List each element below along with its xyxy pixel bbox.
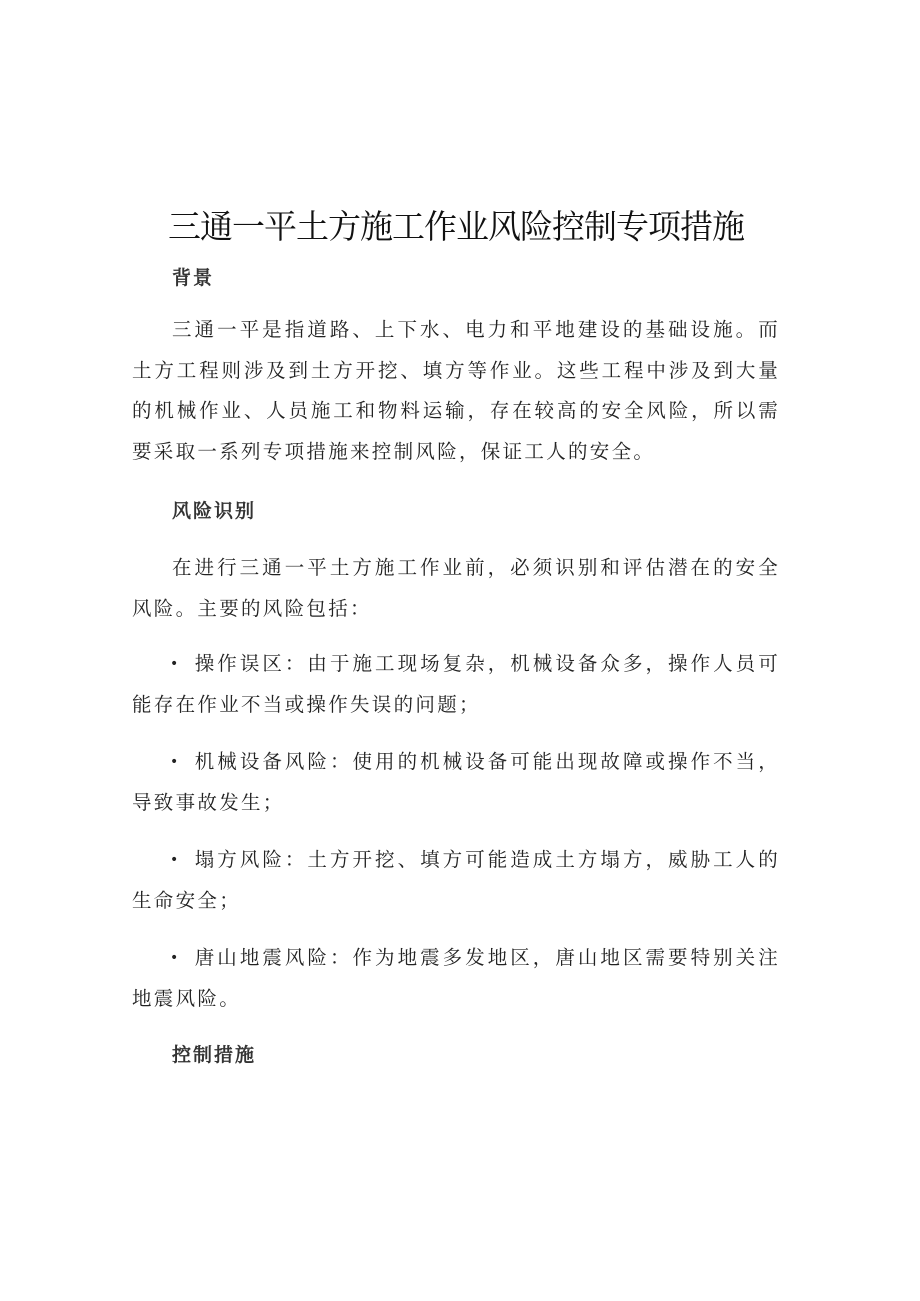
bullet-icon: • [170, 852, 179, 869]
section-heading-background: 背景 [172, 267, 215, 289]
section-heading-control-measures: 控制措施 [172, 1044, 257, 1066]
section-heading-risk-identification: 风险识别 [172, 500, 257, 522]
document-title: 三通一平土方施工作业风险控制专项措施 [168, 207, 744, 246]
risk-list-item [132, 840, 780, 921]
risk-list-item-text: 唐山地震风险：作为地震多发地区，唐山地区需要特别关注地震风险。 [132, 946, 780, 1010]
risk-intro-paragraph: 在进行三通一平土方施工作业前，必须识别和评估潜在的安全风险。主要的风险包括： [132, 556, 780, 620]
bullet-icon: • [170, 656, 179, 673]
background-paragraph: 三通一平是指道路、上下水、电力和平地建设的基础设施。而土方工程则涉及到土方开挖、填方等作业。这些工程中涉及到大量的机械作业、人员施工和物料运输，存在较高的安全风险，所以需要采取一系列专项措施来控制风险，保证工人的安全。 [132, 318, 780, 463]
risk-list-item [132, 644, 780, 725]
risk-list-item-text: 塌方风险：土方开挖、填方可能造成土方塌方，威胁工人的生命安全； [132, 848, 780, 912]
bullet-icon: • [170, 754, 179, 771]
risk-list-item-text: 机械设备风险：使用的机械设备可能出现故障或操作不当，导致事故发生； [132, 750, 780, 814]
risk-list-item [132, 742, 780, 823]
bullet-icon: • [170, 950, 179, 967]
risk-list-item-text: 操作误区：由于施工现场复杂，机械设备众多，操作人员可能存在作业不当或操作失误的问题； [132, 652, 780, 716]
risk-list-item [132, 938, 780, 1019]
